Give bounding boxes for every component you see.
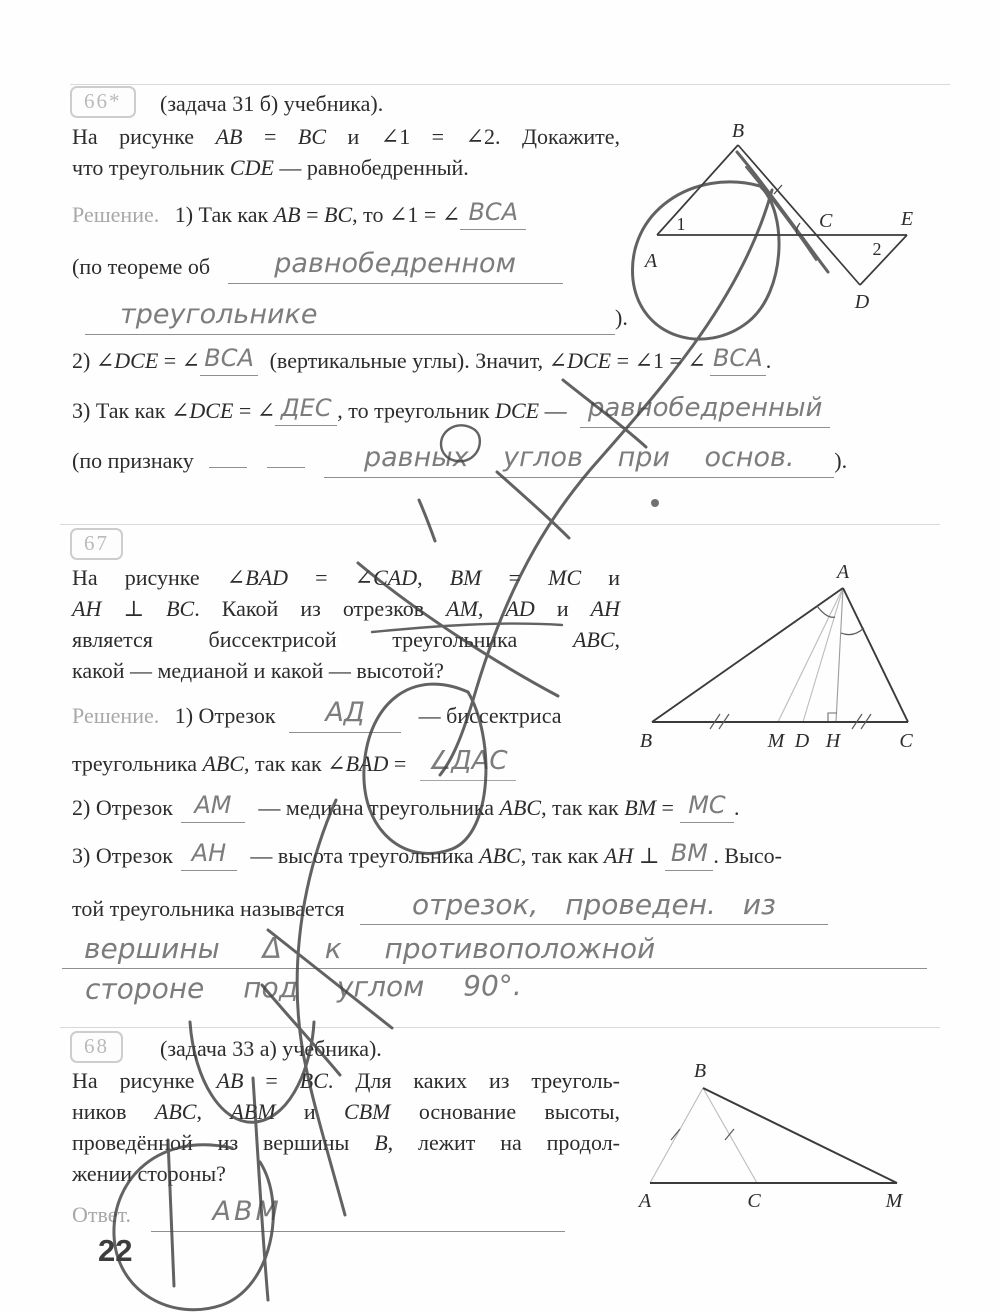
equal-sides	[650, 1088, 757, 1183]
figure-67-label-M: M	[767, 730, 785, 752]
figure-68-label-B: B	[693, 1060, 707, 1082]
figure-66-angle-2: 2	[872, 239, 882, 259]
figure-66-label-B: B	[731, 120, 745, 142]
handwritten-answer: ВСА	[712, 344, 763, 372]
handwritten-answer: ВСА	[468, 198, 519, 226]
handwritten-answer: отрезок, проведен. из	[412, 888, 776, 921]
figure-67-label-B: B	[639, 730, 653, 752]
problem-66-badge: 66*	[70, 86, 136, 118]
figure-66-label-C: C	[819, 210, 833, 232]
figure-67-triangle-diagram	[630, 555, 945, 760]
answer-blank	[289, 698, 401, 733]
handwritten-answer: стороне под углом 90°.	[84, 969, 522, 1006]
cevian-lines	[778, 588, 843, 722]
tick-marks	[694, 185, 800, 235]
figure-66-label-D: D	[854, 291, 870, 313]
answer-blank	[324, 443, 834, 478]
tick-marks	[671, 1129, 734, 1140]
figure-68-triangle-diagram	[618, 1055, 928, 1220]
figure-67-label-D: D	[794, 730, 810, 752]
answer-blank	[209, 467, 247, 468]
problem-68-statement-line3: проведённой из вершины B, лежит на продол-	[72, 1130, 620, 1155]
answer-blank	[85, 300, 615, 335]
problem-67-badge: 67	[70, 528, 123, 560]
figure-66-triangle-diagram	[615, 95, 950, 320]
section-separator	[60, 1027, 940, 1028]
problem-67-statement-line1: На рисунке ∠BAD = ∠CAD, BM = MC и	[72, 565, 621, 590]
answer-blank	[62, 933, 927, 969]
answer-blank	[267, 467, 305, 468]
section-separator	[70, 84, 950, 85]
solution-label: Решение.	[72, 703, 160, 728]
handwritten-answer: ∠ДАС	[428, 746, 508, 776]
handwritten-answer: АН	[191, 839, 227, 867]
problem-68-statement-line2: ников ABC, ABM и CBM основание высоты,	[72, 1099, 620, 1124]
answer-blank	[460, 199, 526, 230]
problem-68-title: (задача 33 а) учебника).	[160, 1036, 382, 1061]
problem-66-title: (задача 31 б) учебника).	[160, 91, 384, 116]
figure-67-label-C: C	[899, 730, 913, 752]
figure-66-label-A: A	[644, 250, 658, 272]
answer-blank	[200, 345, 258, 376]
answer-blank	[710, 345, 766, 376]
problem-67-statement-line2: AH ⊥ BC. Какой из отрезков AM, AD и AH	[72, 596, 620, 621]
answer-blank	[181, 840, 237, 871]
problem-67-solution-line7	[84, 969, 522, 1007]
figure-66-angle-1: 1	[676, 214, 686, 234]
problem-68-statement-line1: На рисунке AB = BC. Для каких из треуголь-	[72, 1068, 620, 1093]
handwritten-answer: вершины Δ к противоположной	[84, 932, 656, 965]
handwritten-answer: равных углов при основ.	[364, 442, 795, 473]
problem-66-solution-line2: (по теореме об равнобедренном	[72, 249, 563, 284]
answer-blank	[420, 747, 516, 781]
section-separator	[60, 524, 940, 525]
solution-label: Решение.	[72, 202, 160, 227]
handwritten-answer: треугольнике	[120, 299, 318, 330]
problem-67-statement-line3: является биссектрисой треугольника ABC,	[72, 627, 620, 652]
problem-68-statement-line4: жении стороны?	[72, 1161, 226, 1186]
problem-66-statement-line2: что треугольник CDE — равнобедренный.	[72, 155, 469, 180]
handwritten-answer: АД	[325, 697, 365, 728]
figure-67-label-H: H	[825, 730, 841, 752]
answer-blank	[665, 840, 713, 871]
problem-67-solution-line6	[62, 933, 927, 969]
handwritten-answer: равнобедренном	[274, 248, 516, 279]
figure-67-label-A: A	[836, 561, 850, 583]
figure-66-label-E: E	[900, 208, 914, 230]
answer-blank	[360, 889, 828, 925]
problem-66-solution-line3: треугольнике ).	[85, 300, 628, 335]
handwritten-answer: АМ	[194, 791, 232, 819]
answer-blank	[228, 249, 563, 284]
handwritten-answer: ДЕС	[280, 394, 332, 422]
answer-blank	[275, 395, 337, 426]
problem-67-solution-line4: 3) Отрезок АН — высота треугольника ABC, так как AH ⊥ ВМ . Высо-	[72, 840, 782, 871]
problem-68-badge: 68	[70, 1031, 123, 1063]
problem-68-answer-line	[72, 1197, 565, 1232]
handwritten-answer: МС	[688, 791, 726, 819]
problem-66-solution-line6: (по признаку равных углов при основ. ).	[72, 443, 847, 478]
figure-68-label-C: C	[747, 1190, 761, 1212]
handwritten-answer: равнобедренный	[587, 393, 823, 423]
figure-68-label-A: A	[638, 1190, 652, 1212]
problem-67-solution-line1: Решение. 1) Отрезок АД — биссектриса	[72, 698, 562, 733]
answer-blank	[181, 792, 245, 823]
answer-label: Ответ.	[72, 1202, 131, 1227]
answer-blank	[680, 792, 734, 823]
problem-67-statement-line4: какой — медианой и какой — высотой?	[72, 658, 444, 683]
figure-68-label-M: M	[885, 1190, 903, 1212]
problem-66-solution-line4: 2) ∠DCE = ∠ ВСА (вертикальные углы). Значит, ∠DCE = ∠1 = ∠ ВСА .	[72, 345, 771, 376]
problem-66-statement-line1: На рисунке AB = BC и ∠1 = ∠2. Докажите,	[72, 124, 620, 149]
answer-blank	[151, 1197, 565, 1232]
handwritten-answer: ВМ	[670, 839, 708, 867]
page-number: 22	[98, 1233, 133, 1268]
problem-67-solution-line2: треугольника ABC, так как ∠BAD = ∠ДАС	[72, 747, 516, 781]
answer-blank	[580, 394, 830, 428]
problem-66-solution-line1: Решение. 1) Так как AB = BC, то ∠1 = ∠ ВСА	[72, 199, 526, 230]
problem-67-solution-line5: той треугольника называется отрезок, проведен. из	[72, 889, 828, 925]
problem-67-solution-line3: 2) Отрезок АМ — медиана треугольника ABC, так как BM = МС .	[72, 792, 739, 823]
problem-66-solution-line5: 3) Так как ∠DCE = ∠ ДЕС , то треугольник DCE — равнобедренный	[72, 394, 830, 428]
handwritten-answer: АВМ	[212, 1196, 282, 1227]
handwritten-answer: ВСА	[204, 344, 254, 372]
ink-dot	[651, 499, 659, 507]
